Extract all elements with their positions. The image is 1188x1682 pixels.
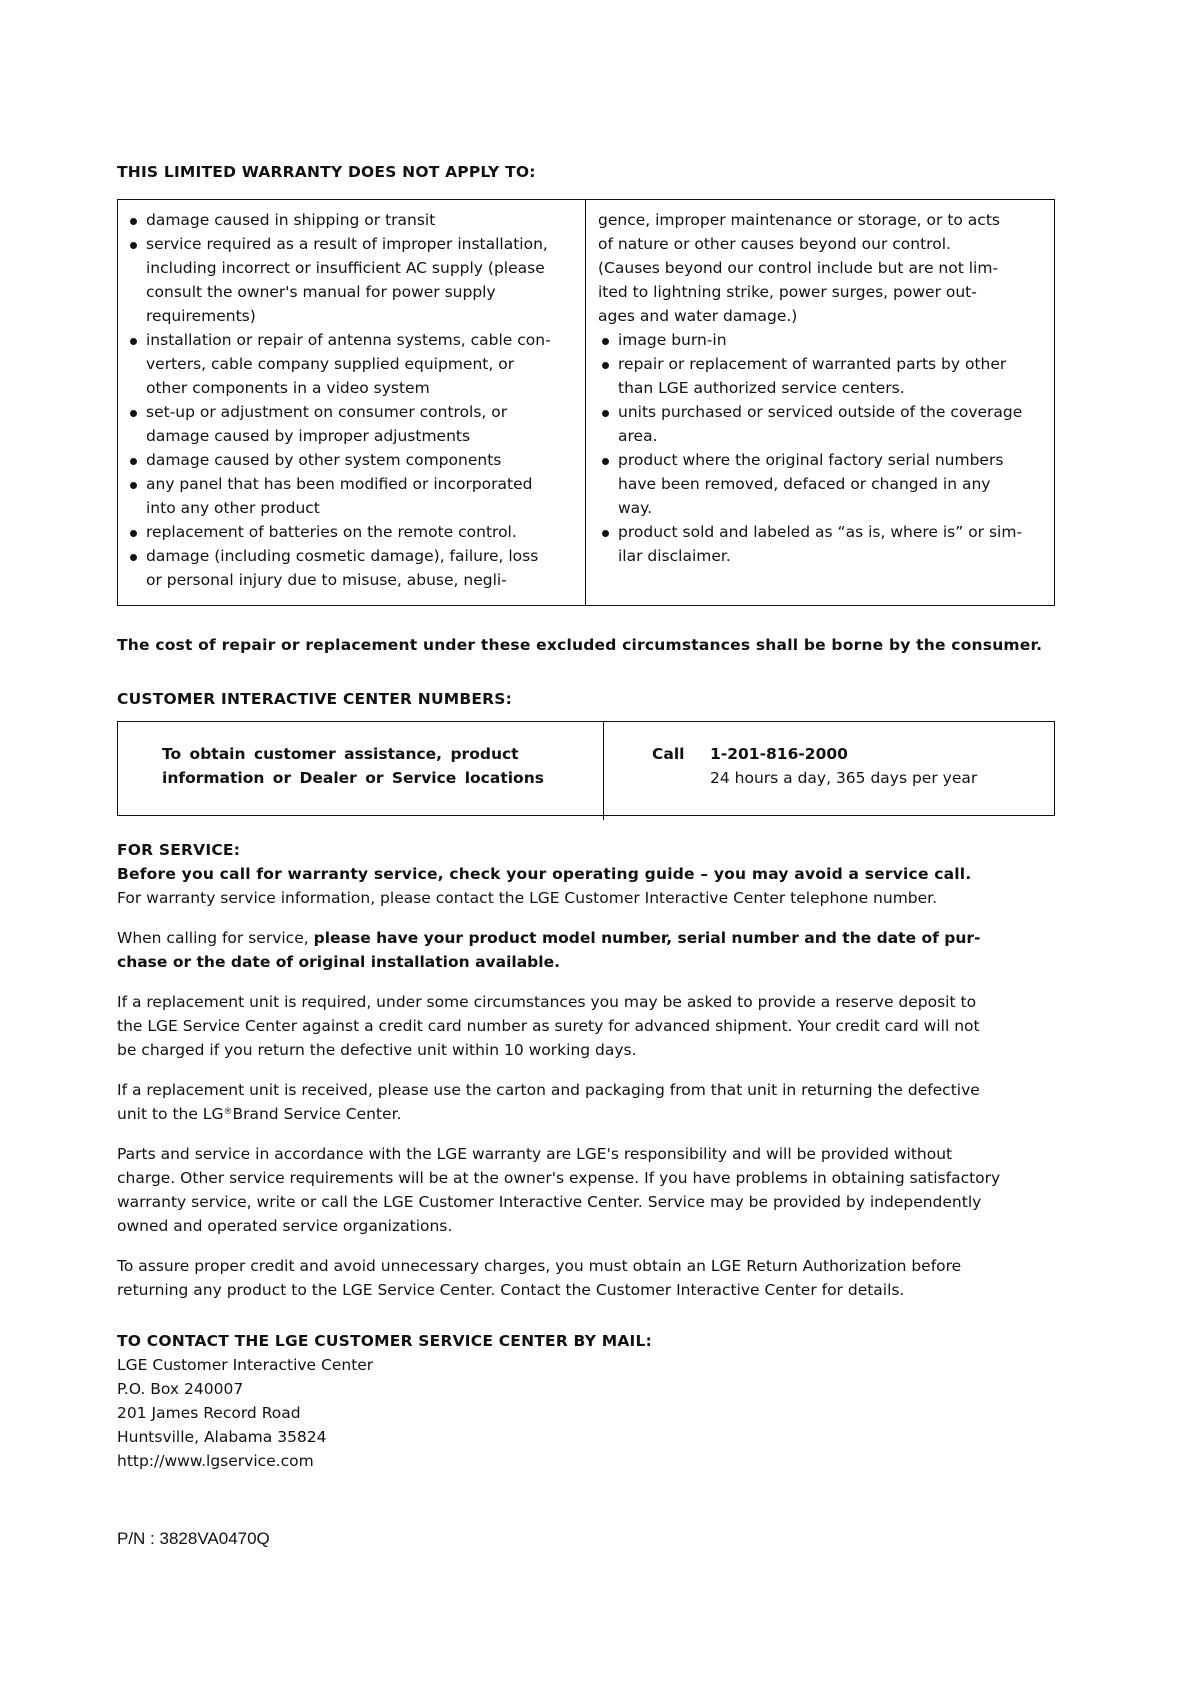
cost-note: The cost of repair or replacement under these excluded circumstances shall be borne by the consumer. [117,636,1043,654]
exclusion-item-continued: into any other product [146,499,320,517]
paragraph-line: warranty service, write or call the LGE Customer Interactive Center. Service may be provided by independently [117,1193,982,1211]
exclusions-heading: THIS LIMITED WARRANTY DOES NOT APPLY TO: [117,163,536,181]
service-tip: Before you call for warranty service, check your operating guide – you may avoid a service call. [117,865,972,883]
registered-mark: ® [223,1107,233,1117]
calling-bold-line: chase or the date of original installation available. [117,953,560,971]
for-service-section [117,838,1067,1473]
exclusion-continuation-line: gence, improper maintenance or storage, or to acts [598,211,1000,229]
column-divider [585,200,586,605]
calling-prefix: When calling for service, [117,929,314,947]
exclusion-item: product where the original factory serial numbers [598,448,1044,472]
exclusion-item-continued: or personal injury due to misuse, abuse, negli- [146,571,507,589]
paragraph-line: charge. Other service requirements will be at the owner's expense. If you have problems in obtaining satisfactory [117,1169,1001,1187]
exclusion-item-continued: requirements) [146,307,256,325]
exclusion-item: any panel that has been modified or incorporated [126,472,576,496]
exclusion-item: units purchased or serviced outside of the coverage [598,400,1044,424]
address-line: Huntsville, Alabama 35824 [117,1428,327,1446]
address-line: LGE Customer Interactive Center [117,1356,374,1374]
call-label: Call [652,745,685,763]
contact-description-line: To obtain customer assistance, product [162,745,519,763]
exclusions-left-list [126,208,576,592]
exclusion-item: service required as a result of improper installation, [126,232,576,256]
exclusion-item: set-up or adjustment on consumer controls, or [126,400,576,424]
exclusion-item-continued: have been removed, defaced or changed in any [618,475,991,493]
address-line: P.O. Box 240007 [117,1380,244,1398]
exclusion-continuation-line: ited to lightning strike, power surges, power out- [598,283,977,301]
exclusions-left-column [126,208,576,592]
contact-description [162,742,562,790]
address-line: 201 James Record Road [117,1404,301,1422]
exclusion-item-continued: than LGE authorized service centers. [618,379,905,397]
paragraph-line: Parts and service in accordance with the LGE warranty are LGE's responsibility and will be provided without [117,1145,953,1163]
paragraph-line: unit to the LG [117,1105,224,1123]
exclusions-table [117,199,1055,606]
exclusion-item: damage caused in shipping or transit [126,208,576,232]
calling-bold-line: please have your product model number, serial number and the date of pur- [313,929,981,947]
paragraph-line: If a replacement unit is required, under some circumstances you may be asked to provide a reserve deposit to [117,993,977,1011]
exclusions-continuation [598,208,1044,328]
contact-description-line: information or Dealer or Service locations [162,769,544,787]
paragraph-line: returning any product to the LGE Service Center. Contact the Customer Interactive Center for details. [117,1281,905,1299]
exclusion-item: damage (including cosmetic damage), failure, loss [126,544,576,568]
website-link[interactable]: http://www.lgservice.com [117,1452,314,1470]
exclusion-item-continued: ilar disclaimer. [618,547,731,565]
return-authorization-paragraph [117,1254,1067,1302]
exclusion-item-continued: verters, cable company supplied equipment, or [146,355,515,373]
exclusion-item-continued: damage caused by improper adjustments [146,427,471,445]
part-number: P/N : 3828VA0470Q [117,1529,270,1548]
calling-paragraph [117,926,1067,974]
exclusion-item: image burn-in [598,328,1044,352]
paragraph-line: If a replacement unit is received, please use the carton and packaging from that unit in returning the defective [117,1081,980,1099]
exclusion-item-continued: way. [618,499,653,517]
mail-contact-heading: TO CONTACT THE LGE CUSTOMER SERVICE CENTER BY MAIL: [117,1332,652,1350]
for-service-heading: FOR SERVICE: [117,841,241,859]
exclusion-item: product sold and labeled as “as is, where is” or sim- [598,520,1044,544]
contact-divider [603,722,604,820]
mail-address [117,1353,1067,1473]
exclusion-continuation-line: of nature or other causes beyond our control. [598,235,951,253]
exclusion-item-continued: consult the owner's manual for power supply [146,283,496,301]
exclusion-item: repair or replacement of warranted parts by other [598,352,1044,376]
customer-center-heading: CUSTOMER INTERACTIVE CENTER NUMBERS: [117,690,513,708]
exclusion-item: replacement of batteries on the remote control. [126,520,576,544]
exclusion-item-continued: other components in a video system [146,379,430,397]
exclusions-right-column [598,208,1044,568]
parts-service-paragraph [117,1142,1067,1238]
paragraph-line: owned and operated service organizations. [117,1217,453,1235]
exclusion-item: installation or repair of antenna systems, cable con- [126,328,576,352]
exclusions-right-list [598,328,1044,568]
paragraph-line: To assure proper credit and avoid unnecessary charges, you must obtain an LGE Return Authorization before [117,1257,962,1275]
replacement-required-paragraph [117,990,1067,1062]
service-info-line: For warranty service information, please contact the LGE Customer Interactive Center telephone number. [117,889,938,907]
paragraph-line: be charged if you return the defective unit within 10 working days. [117,1041,637,1059]
service-hours: 24 hours a day, 365 days per year [710,769,978,787]
replacement-received-paragraph [117,1078,1067,1126]
exclusion-continuation-line: (Causes beyond our control include but are not lim- [598,259,999,277]
paragraph-line: Brand Service Center. [232,1105,402,1123]
contact-table [117,721,1055,816]
exclusion-continuation-line: ages and water damage.) [598,307,798,325]
exclusion-item: damage caused by other system components [126,448,576,472]
paragraph-line: the LGE Service Center against a credit card number as surety for advanced shipment. Your credit card will not [117,1017,980,1035]
exclusion-item-continued: area. [618,427,658,445]
exclusion-item-continued: including incorrect or insufficient AC supply (please [146,259,545,277]
phone-number: 1-201-816-2000 [710,745,848,763]
